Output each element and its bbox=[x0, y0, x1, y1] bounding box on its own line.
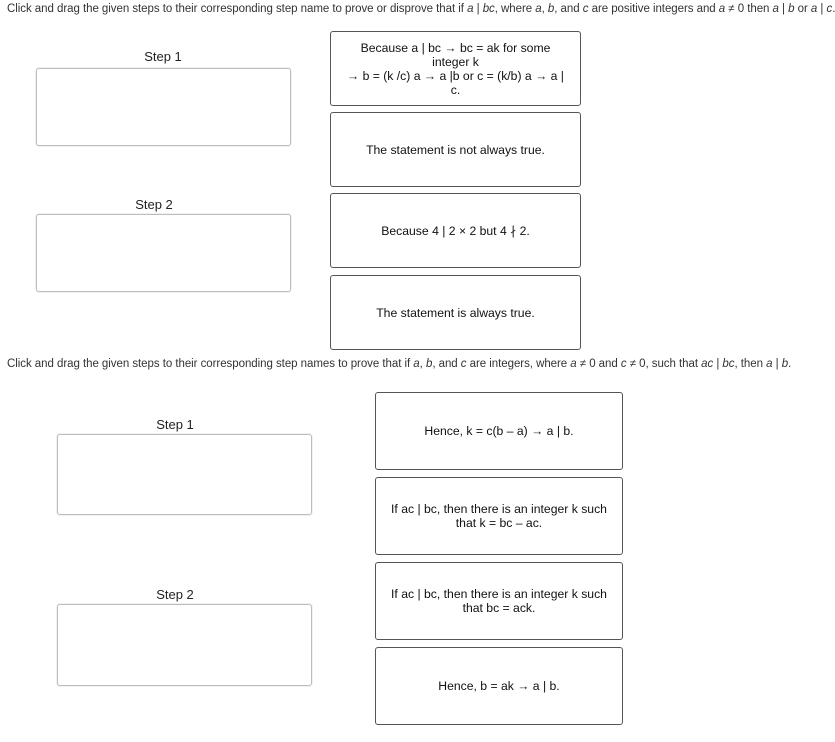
variable: bc bbox=[482, 3, 495, 15]
instruction-text: or bbox=[794, 3, 811, 15]
draggable-step-card[interactable] bbox=[375, 647, 623, 725]
card-text: that bc = ack. bbox=[462, 601, 536, 615]
variable: c bbox=[826, 3, 833, 15]
instruction-text: , bbox=[419, 358, 426, 370]
variable: a bbox=[570, 358, 577, 370]
instruction-text: | bbox=[473, 3, 483, 15]
variable: c bbox=[460, 358, 467, 370]
card-text: If ac | bc, then there is an integer k such bbox=[391, 587, 607, 601]
draggable-step-card[interactable] bbox=[330, 112, 581, 187]
instruction-text: Click and drag the given steps to their corresponding step names to prove that if bbox=[7, 358, 414, 370]
instruction-text: , bbox=[541, 3, 548, 15]
instruction-text: ≠ 0, such that bbox=[626, 358, 702, 370]
card-text: Because a | bc → bc = ak for some integer k bbox=[360, 40, 551, 69]
variable: a bbox=[413, 358, 420, 370]
variable: ac bbox=[701, 358, 714, 370]
instruction-text: , and bbox=[432, 358, 461, 370]
card-text: Hence, b = ak → a | b. bbox=[438, 679, 560, 693]
draggable-step-card[interactable] bbox=[375, 562, 623, 640]
step-1-label: Step 1 bbox=[156, 417, 194, 432]
step-1-label: Step 1 bbox=[144, 49, 182, 64]
variable: b bbox=[425, 358, 433, 370]
instruction-text: | bbox=[713, 358, 723, 370]
step-1-drop-zone[interactable] bbox=[57, 434, 312, 515]
instruction-text: | bbox=[778, 3, 789, 15]
instruction-text: are integers, where bbox=[466, 358, 571, 370]
variable: a bbox=[718, 3, 726, 15]
card-text: If ac | bc, then there is an integer k such bbox=[391, 502, 607, 516]
instruction-section-1 bbox=[7, 3, 835, 15]
draggable-step-card[interactable] bbox=[375, 477, 623, 555]
variable: a bbox=[766, 358, 773, 370]
card-text: → b = (k /c) a → a |b or c = (k/b) a → a | c. bbox=[347, 68, 564, 97]
instruction-text: ≠ 0 and bbox=[576, 358, 621, 370]
step-2-label: Step 2 bbox=[156, 587, 194, 602]
card-text: The statement is not always true. bbox=[366, 142, 545, 157]
step-2-label: Step 2 bbox=[135, 197, 173, 212]
card-text: The statement is always true. bbox=[376, 305, 535, 320]
instruction-text: , where bbox=[494, 3, 536, 15]
instruction-section-2 bbox=[7, 358, 791, 370]
card-text: Hence, k = c(b – a) → a | b. bbox=[424, 424, 574, 438]
card-text: that k = bc – ac. bbox=[455, 516, 543, 530]
step-2-drop-zone[interactable] bbox=[36, 214, 291, 292]
instruction-text: | bbox=[772, 358, 782, 370]
variable: b bbox=[788, 3, 795, 15]
variable: a bbox=[810, 3, 818, 15]
draggable-step-card[interactable] bbox=[330, 31, 581, 106]
draggable-step-card[interactable] bbox=[330, 275, 581, 350]
variable: c bbox=[582, 3, 589, 15]
instruction-text: , and bbox=[554, 3, 583, 15]
instruction-text: Click and drag the given steps to their corresponding step name to prove or disprove that if bbox=[7, 3, 468, 15]
instruction-text: . bbox=[788, 358, 792, 370]
variable: c bbox=[620, 358, 627, 370]
draggable-step-card[interactable] bbox=[375, 392, 623, 470]
instruction-text: ≠ 0 then bbox=[725, 3, 773, 15]
variable: b bbox=[781, 358, 789, 370]
instruction-text: , then bbox=[734, 358, 767, 370]
card-text: Because 4 | 2 × 2 but 4 ∤ 2. bbox=[381, 223, 530, 238]
draggable-step-card[interactable] bbox=[330, 193, 581, 268]
variable: a bbox=[467, 3, 474, 15]
variable: a bbox=[772, 3, 779, 15]
step-2-drop-zone[interactable] bbox=[57, 604, 312, 686]
instruction-text: | bbox=[817, 3, 827, 15]
variable: b bbox=[547, 3, 555, 15]
instruction-text: are positive integers and bbox=[588, 3, 719, 15]
variable: a bbox=[535, 3, 542, 15]
variable: bc bbox=[722, 358, 735, 370]
step-1-drop-zone[interactable] bbox=[36, 68, 291, 146]
